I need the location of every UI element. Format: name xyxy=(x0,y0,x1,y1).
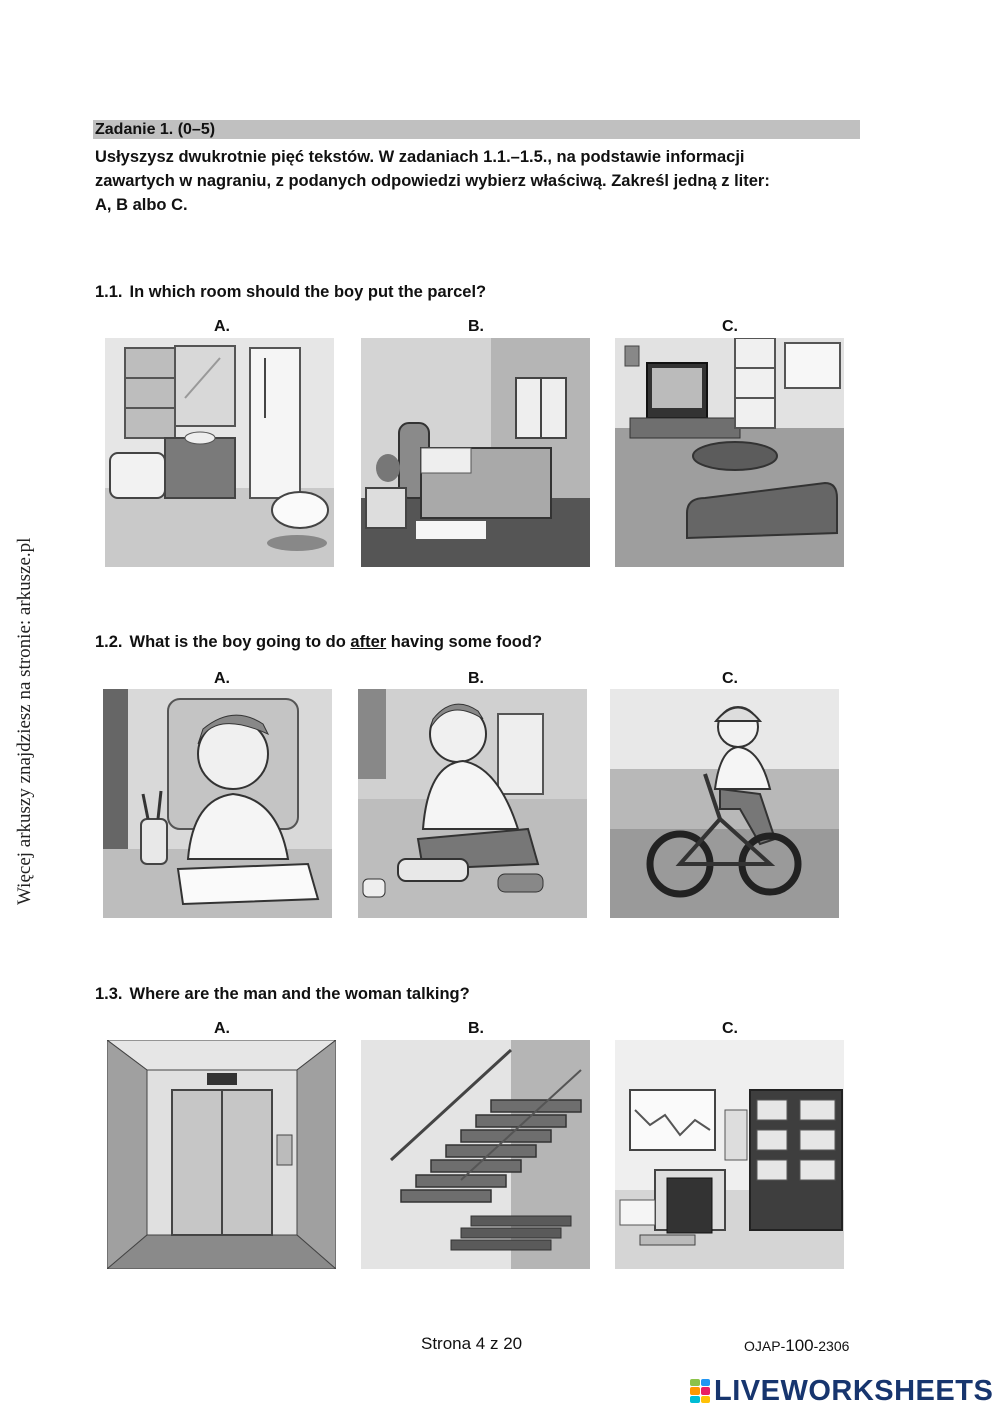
option-a-letter[interactable]: A. xyxy=(214,1020,230,1037)
option-b-letter[interactable]: B. xyxy=(468,670,484,687)
exam-code xyxy=(744,1336,849,1356)
liveworksheets-brand-name: LIVEWORKSHEETS xyxy=(714,1374,994,1407)
option-c-letter[interactable]: C. xyxy=(722,318,738,335)
question-text: Where are the man and the woman talking? xyxy=(129,985,470,1003)
liveworksheets-mark-icon xyxy=(690,1379,710,1403)
question-text: What is the boy going to do xyxy=(129,633,351,651)
staircase-picture[interactable] xyxy=(361,1040,590,1269)
question-underlined-word: after xyxy=(350,633,387,651)
bathroom-picture[interactable] xyxy=(105,338,334,567)
instruction-line: zawartych w nagraniu, z podanych odpowiedzi wybierz właściwą. Zakreśl jedną z liter: xyxy=(95,172,770,190)
option-a-letter[interactable]: A. xyxy=(214,670,230,687)
sidebar-watermark-text: Więcej arkuszy znajdziesz na stronie: arkusze.pl xyxy=(14,537,35,905)
instruction-line: Usłyszysz dwukrotnie pięć tekstów. W zadaniach 1.1.–1.5., na podstawie informacji xyxy=(95,148,745,166)
instruction-line: A, B albo C. xyxy=(95,196,188,214)
task-title: Zadanie 1. (0–5) xyxy=(93,120,860,139)
exam-code-prefix: OJAP- xyxy=(744,1338,786,1354)
question-number: 1.1. xyxy=(95,283,123,301)
question-number: 1.3. xyxy=(95,985,123,1003)
question-text: In which room should the boy put the parcel? xyxy=(129,283,487,301)
option-c-letter[interactable]: C. xyxy=(722,1020,738,1037)
boy-playing-cars-picture[interactable] xyxy=(358,689,587,918)
exam-code-suffix: -2306 xyxy=(813,1338,850,1354)
question-1-3 xyxy=(95,985,470,1004)
question-1-2 xyxy=(95,633,542,652)
office-picture[interactable] xyxy=(615,1040,844,1269)
option-b-letter[interactable]: B. xyxy=(468,1020,484,1037)
page-number: Strona 4 z 20 xyxy=(421,1334,523,1353)
question-1-1 xyxy=(95,283,486,302)
exam-code-number: 100 xyxy=(785,1336,814,1355)
elevator-picture[interactable] xyxy=(107,1040,336,1269)
option-b-letter[interactable]: B. xyxy=(468,318,484,335)
boy-drawing-picture[interactable] xyxy=(103,689,332,918)
option-a-letter[interactable]: A. xyxy=(214,318,230,335)
bedroom-picture[interactable] xyxy=(361,338,590,567)
question-text: having some food? xyxy=(386,633,543,651)
question-number: 1.2. xyxy=(95,633,123,651)
task-instruction xyxy=(95,145,875,217)
boy-riding-bike-picture[interactable] xyxy=(610,689,839,918)
living-room-picture[interactable] xyxy=(615,338,844,567)
liveworksheets-logo[interactable] xyxy=(690,1374,993,1408)
option-c-letter[interactable]: C. xyxy=(722,670,738,687)
